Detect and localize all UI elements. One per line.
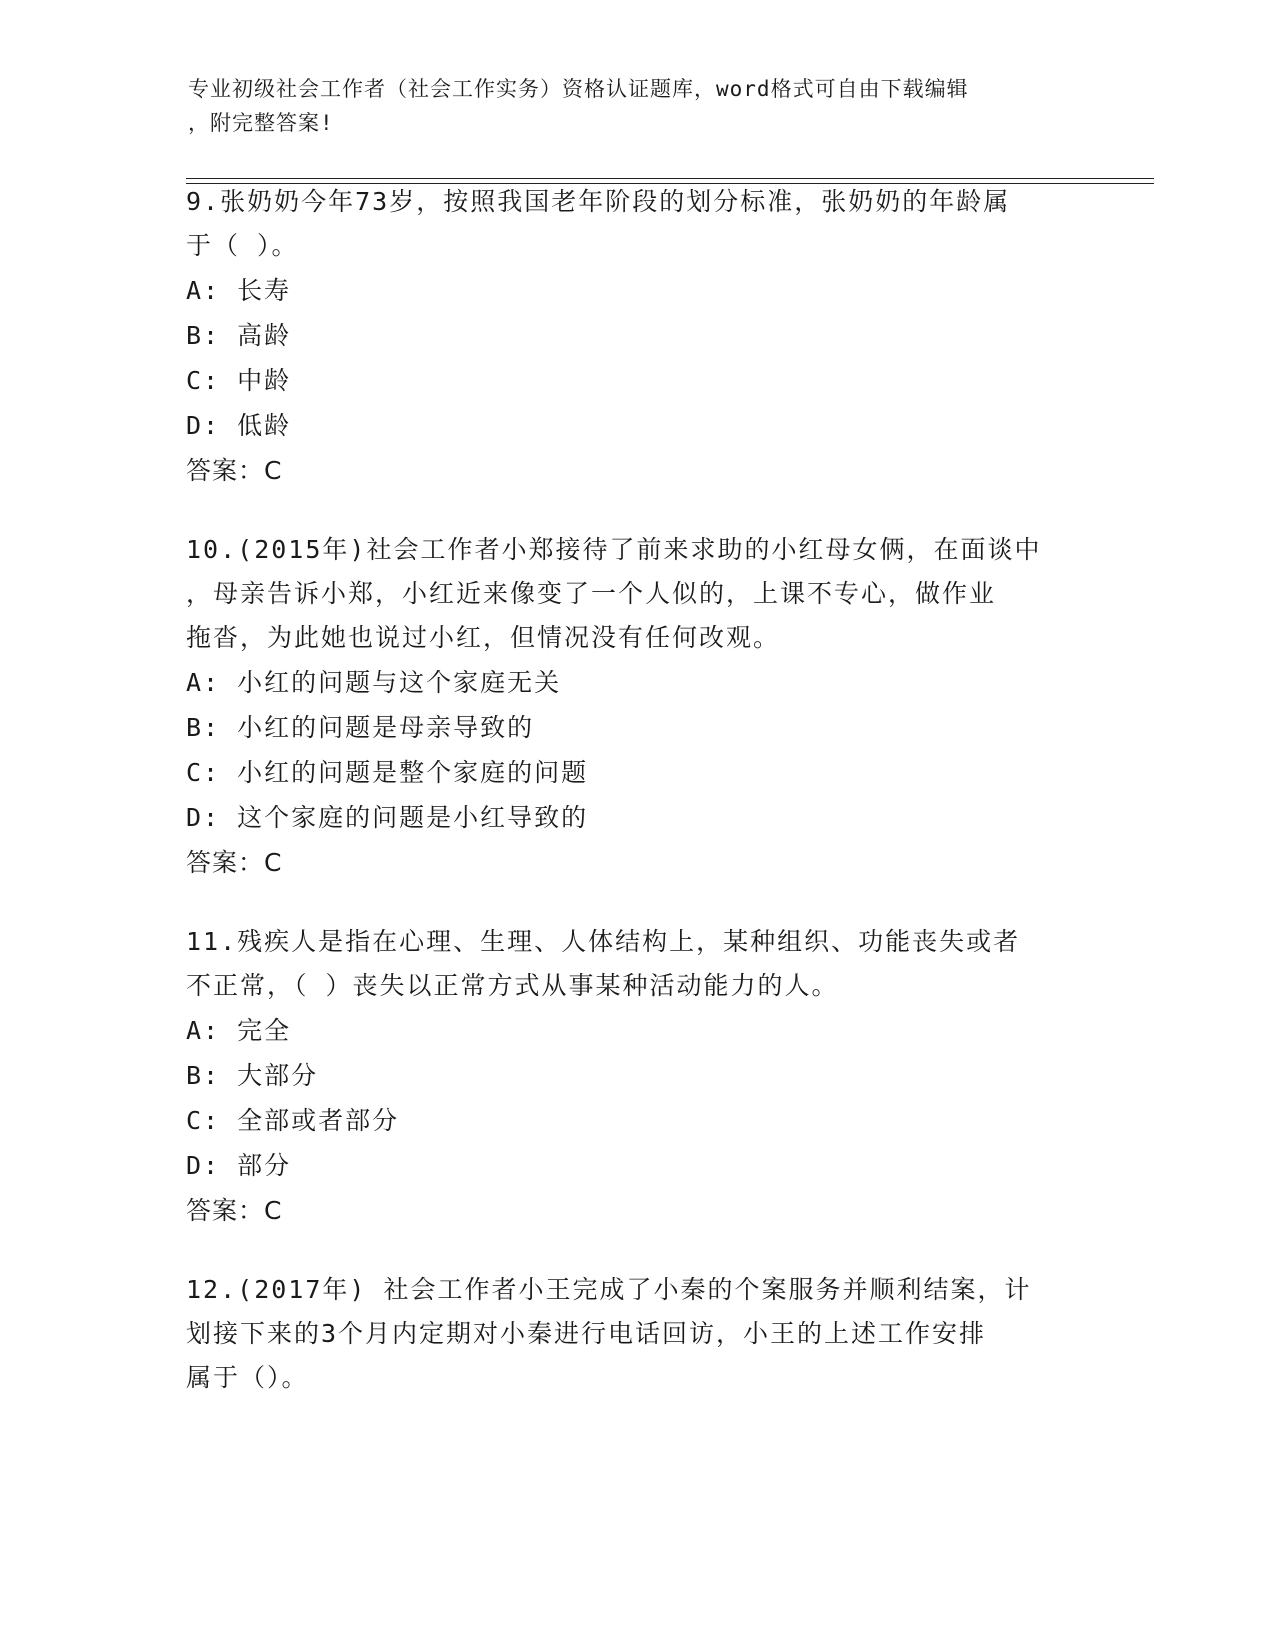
option-b: B: 高龄 bbox=[186, 321, 292, 350]
question-12 bbox=[186, 1268, 1086, 1400]
question-line: 拖沓，为此她也说过小红，但情况没有任何改观。 bbox=[186, 623, 781, 652]
question-text bbox=[186, 1268, 1086, 1400]
question-line: 11.残疾人是指在心理、生理、人体结构上，某种组织、功能丧失或者 bbox=[186, 927, 1021, 956]
question-line: 不正常，（ ）丧失以正常方式从事某种活动能力的人。 bbox=[186, 971, 839, 1000]
question-11 bbox=[186, 920, 1086, 1233]
option-b: B: 大部分 bbox=[186, 1061, 319, 1090]
answer-label: 答案：C bbox=[186, 848, 283, 877]
question-text bbox=[186, 920, 1086, 1008]
question-line: 划接下来的3个月内定期对小秦进行电话回访，小王的上述工作安排 bbox=[186, 1319, 987, 1348]
question-text bbox=[186, 180, 1086, 268]
document-header bbox=[188, 72, 1068, 140]
option-d: D: 这个家庭的问题是小红导致的 bbox=[186, 803, 589, 832]
question-line: ，母亲告诉小郑，小红近来像变了一个人似的，上课不专心，做作业 bbox=[186, 579, 997, 608]
option-b: B: 小红的问题是母亲导致的 bbox=[186, 713, 535, 742]
header-line-1: 专业初级社会工作者（社会工作实务）资格认证题库，word格式可自由下载编辑 bbox=[188, 77, 969, 101]
header-line-2: ，附完整答案! bbox=[188, 111, 334, 135]
question-line: 9.张奶奶今年73岁，按照我国老年阶段的划分标准，张奶奶的年龄属 bbox=[186, 187, 1011, 216]
header-divider-top bbox=[186, 178, 1154, 179]
question-10 bbox=[186, 528, 1086, 885]
option-a: A: 完全 bbox=[186, 1016, 292, 1045]
option-c: C: 全部或者部分 bbox=[186, 1106, 400, 1135]
question-line: 10.(2015年)社会工作者小郑接待了前来求助的小红母女俩，在面谈中 bbox=[186, 535, 1042, 564]
option-a: A: 长寿 bbox=[186, 276, 292, 305]
question-line: 于（ ）。 bbox=[186, 231, 299, 260]
question-line: 12.(2017年) 社会工作者小王完成了小秦的个案服务并顺利结案，计 bbox=[186, 1275, 1032, 1304]
option-d: D: 低龄 bbox=[186, 411, 292, 440]
option-a: A: 小红的问题与这个家庭无关 bbox=[186, 668, 562, 697]
option-c: C: 小红的问题是整个家庭的问题 bbox=[186, 758, 589, 787]
answer-label: 答案：C bbox=[186, 456, 283, 485]
question-9 bbox=[186, 180, 1086, 493]
answer-label: 答案：C bbox=[186, 1196, 283, 1225]
question-text bbox=[186, 528, 1086, 660]
option-c: C: 中龄 bbox=[186, 366, 292, 395]
option-d: D: 部分 bbox=[186, 1151, 292, 1180]
question-line: 属于（）。 bbox=[186, 1363, 309, 1392]
